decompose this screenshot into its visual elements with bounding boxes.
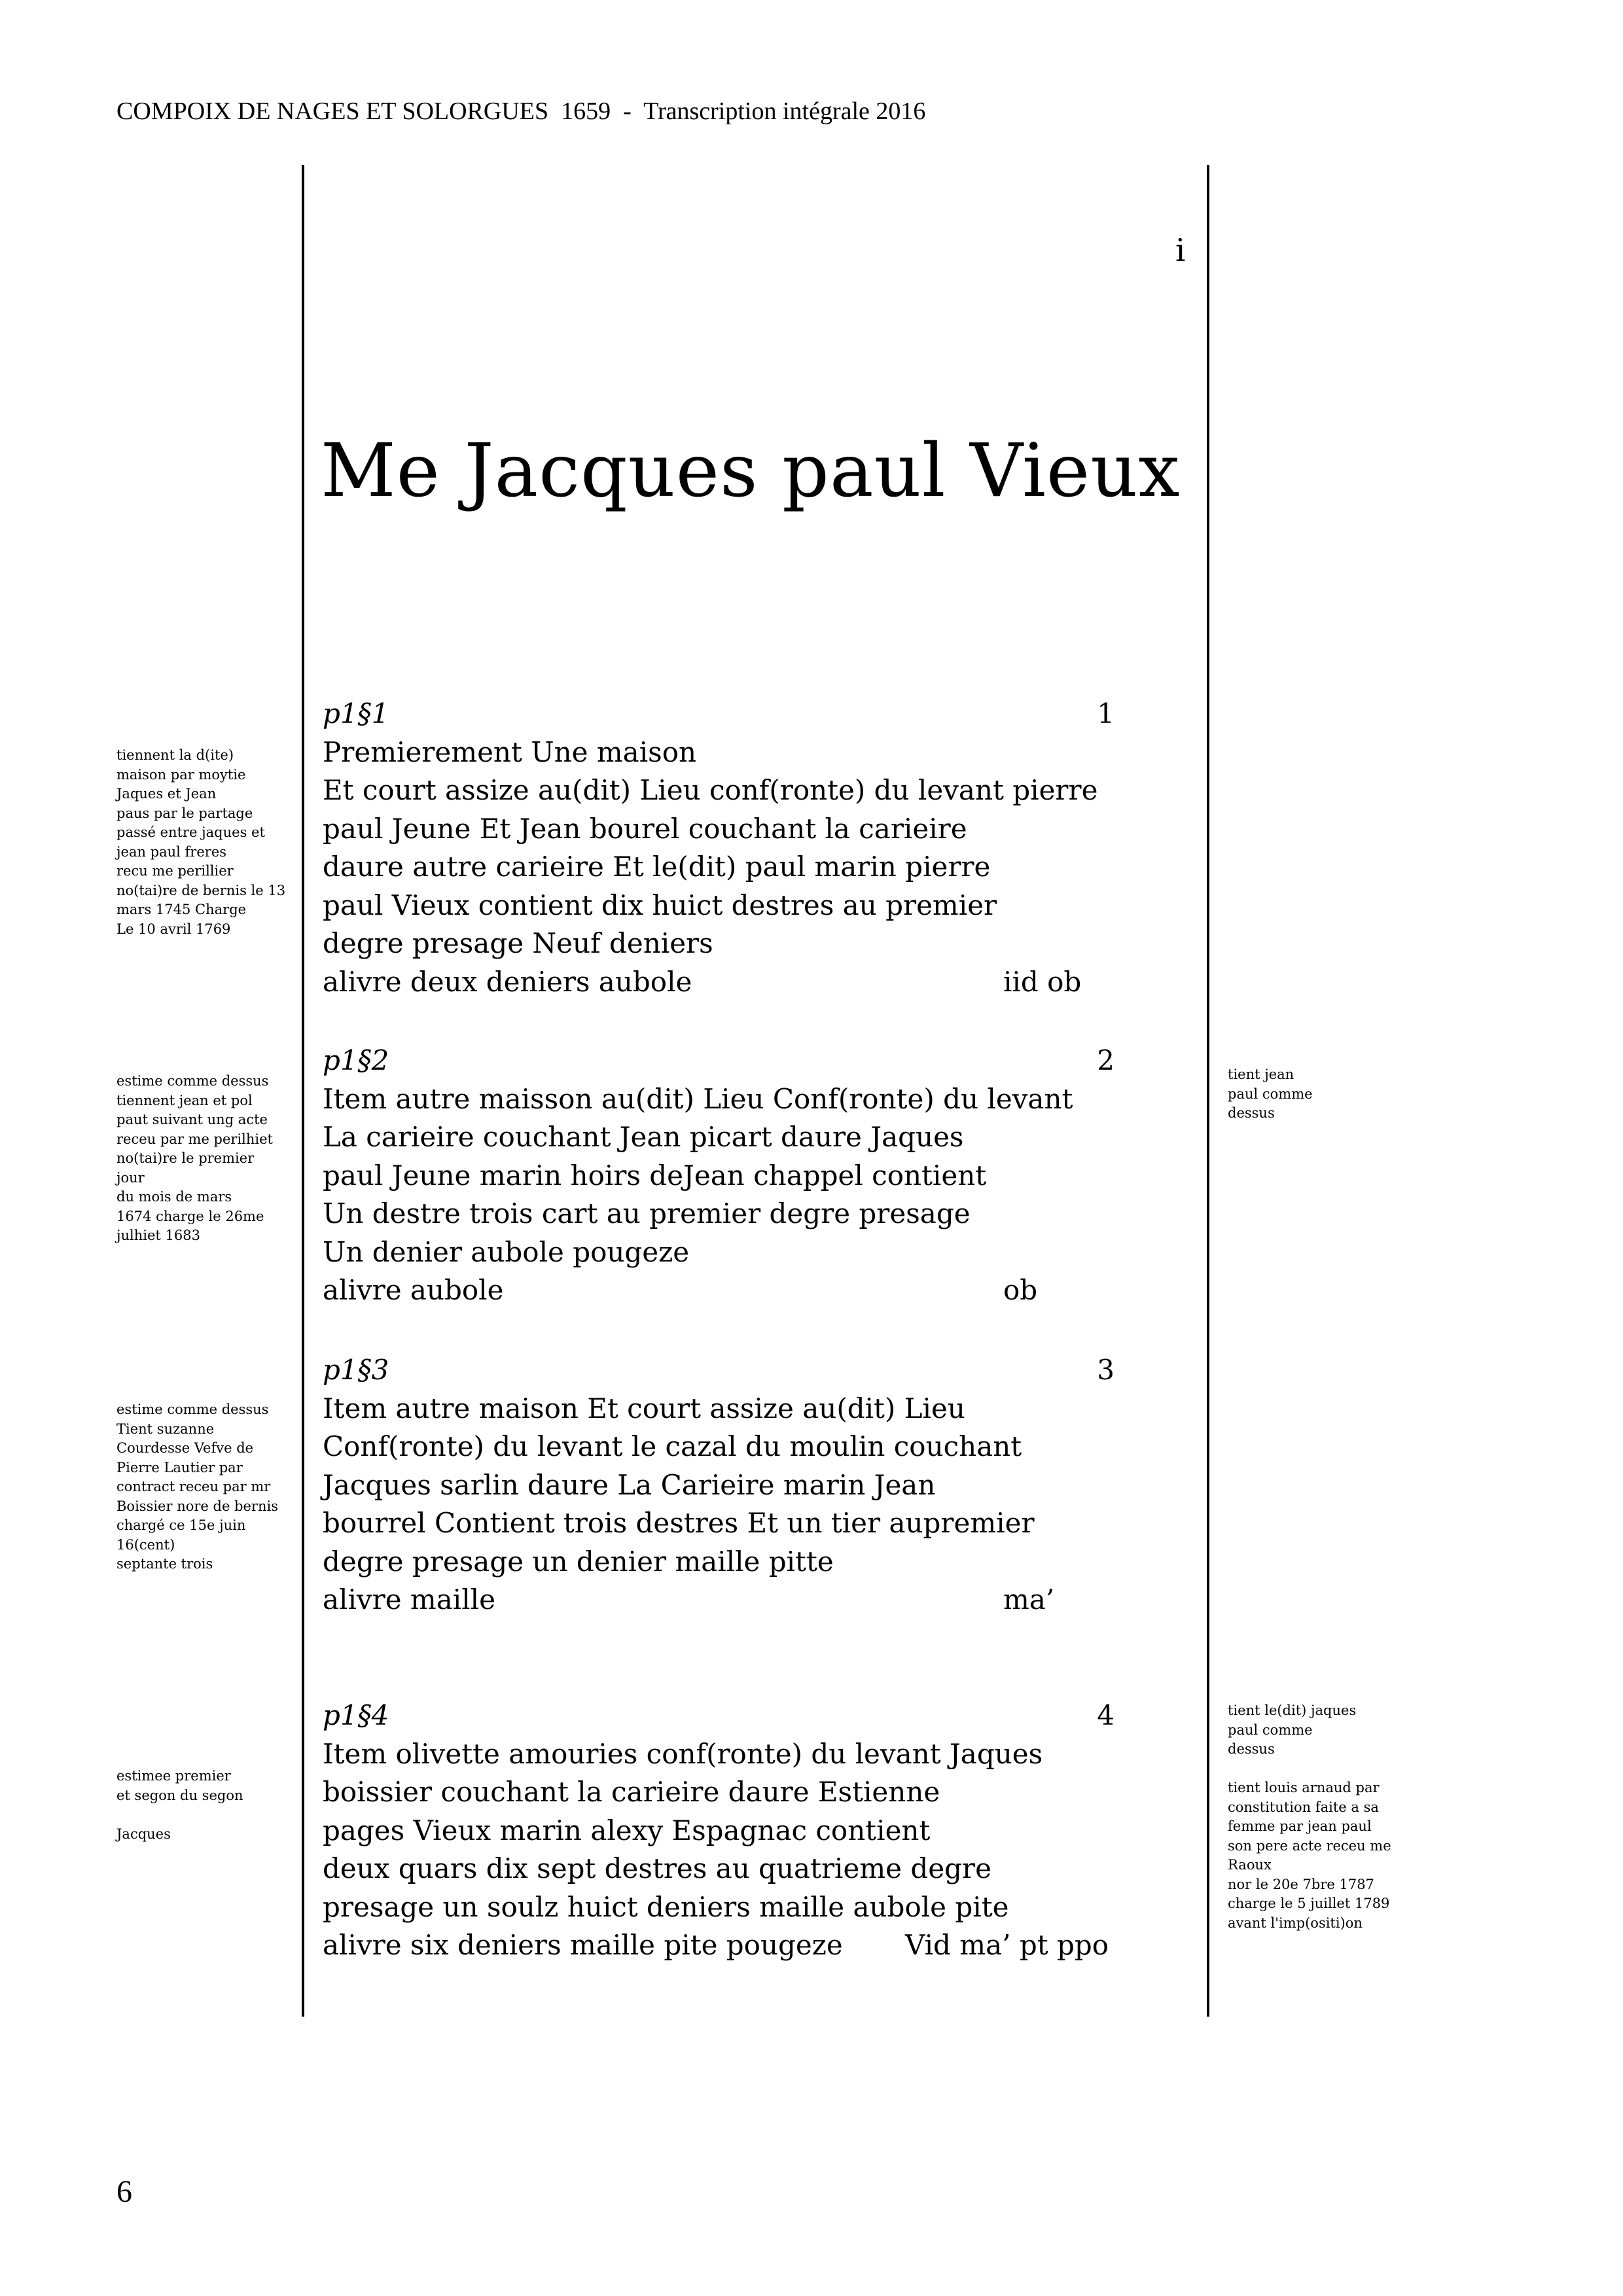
note-line: tient le(dit) jaques xyxy=(1228,1703,1357,1718)
right-margin-rule xyxy=(1207,165,1209,2017)
entry-number: 2 xyxy=(1097,1044,1115,1076)
note-line: du mois de mars xyxy=(116,1189,232,1205)
note-line: tiennent jean et pol xyxy=(116,1092,253,1108)
entry-allivrement xyxy=(323,963,1134,1002)
entry-3 xyxy=(323,1351,1134,1619)
note-line: no(tai)re le premier xyxy=(116,1150,255,1166)
note-line: estimee premier xyxy=(116,1768,231,1784)
note-line: passé entre jaques et xyxy=(116,824,265,840)
allivrement-text: alivre maille xyxy=(323,1583,495,1616)
allivrement-text: alivre deux deniers aubole xyxy=(323,965,692,998)
note-line: paul comme xyxy=(1228,1086,1313,1102)
entry-line: Un denier aubole pougeze xyxy=(323,1235,690,1268)
entry-line: Et court assize au(dit) Lieu conf(ronte) du levant pierre xyxy=(323,774,1098,806)
entry-allivrement xyxy=(323,1926,1134,1965)
note-line: tient louis arnaud par xyxy=(1228,1780,1380,1795)
entry-line: La carieire couchant Jean picart daure Jaques xyxy=(323,1121,964,1153)
allivrement-amount: Vid ma’ pt ppo xyxy=(905,1929,1109,1961)
entry-number: 3 xyxy=(1097,1354,1115,1386)
note-line: Jaques et Jean xyxy=(116,786,217,802)
entry-2-head xyxy=(323,1042,1134,1080)
left-margin-note-4 xyxy=(116,1767,243,1844)
entry-line: paul Jeune marin hoirs deJean chappel contient xyxy=(323,1159,987,1192)
right-margin-note-1 xyxy=(1228,1065,1313,1123)
note-line: paus par le partage xyxy=(116,805,253,821)
entry-line: Item autre maisson au(dit) Lieu Conf(ronte) du levant xyxy=(323,1082,1073,1115)
note-line: et segon du segon xyxy=(116,1787,243,1803)
page-number: 6 xyxy=(116,2174,132,2209)
note-line: dessus xyxy=(1228,1741,1275,1757)
entry-1 xyxy=(323,695,1134,1001)
note-line: dessus xyxy=(1228,1105,1275,1121)
entry-line: Jacques sarlin daure La Carieire marin Jean xyxy=(323,1468,936,1501)
note-line: chargé ce 15e juin xyxy=(116,1517,246,1533)
entry-4 xyxy=(323,1697,1134,1965)
running-header: COMPOIX DE NAGES ET SOLORGUES 1659 - Transcription intégrale 2016 xyxy=(116,97,926,125)
entry-line: deux quars dix sept destres au quatrieme degre xyxy=(323,1852,991,1884)
note-line: jean paul freres xyxy=(116,843,227,860)
entry-line: paul Vieux contient dix huict destres au premier xyxy=(323,889,997,921)
note-line: charge le 5 juillet 1789 xyxy=(1228,1896,1390,1911)
note-line: mars 1745 Charge xyxy=(116,902,247,917)
owner-title: Me Jacques paul Vieux xyxy=(321,429,1181,514)
page-marker: i xyxy=(1175,232,1186,269)
note-line: Jacques xyxy=(116,1826,171,1842)
allivrement-amount: iid ob xyxy=(1003,965,1082,998)
entry-ref: p1§1 xyxy=(323,698,389,730)
note-line: avant l'imp(ositi)on xyxy=(1228,1915,1363,1931)
note-line: septante trois xyxy=(116,1556,213,1572)
right-margin-note-2 xyxy=(1228,1701,1391,1933)
entry-allivrement xyxy=(323,1271,1134,1310)
entry-line: bourrel Contient trois destres Et un tier aupremier xyxy=(323,1507,1035,1539)
note-line: contract receu par mr xyxy=(116,1479,271,1494)
note-line: son pere acte receu me xyxy=(1228,1837,1391,1854)
note-line: Le 10 avril 1769 xyxy=(116,921,231,937)
entry-line: degre presage Neuf deniers xyxy=(323,927,713,959)
note-line: Courdesse Vefve de xyxy=(116,1440,254,1456)
entry-line: paul Jeune Et Jean bourel couchant la carieire xyxy=(323,812,967,845)
note-line: recu me perillier xyxy=(116,863,234,879)
note-line: no(tai)re de bernis le 13 xyxy=(116,882,286,898)
entry-1-head xyxy=(323,695,1134,733)
note-line: Tient suzanne xyxy=(116,1421,215,1437)
note-line: estime comme dessus xyxy=(116,1073,269,1089)
entry-3-head xyxy=(323,1351,1134,1390)
note-line: estime comme dessus xyxy=(116,1402,269,1417)
entry-ref: p1§2 xyxy=(323,1044,389,1076)
entry-ref: p1§4 xyxy=(323,1699,389,1731)
entry-line: degre presage un denier maille pitte xyxy=(323,1545,834,1578)
entry-line: Conf(ronte) du levant le cazal du moulin couchant xyxy=(323,1430,1022,1462)
note-line: Boissier nore de bernis xyxy=(116,1498,278,1514)
entry-line: pages Vieux marin alexy Espagnac contient xyxy=(323,1814,931,1846)
note-line: nor le 20e 7bre 1787 xyxy=(1228,1876,1374,1892)
note-line: paut suivant ung acte xyxy=(116,1112,268,1127)
entry-line: Premierement Une maison xyxy=(323,735,697,768)
entry-line: presage un soulz huict deniers maille aubole pite xyxy=(323,1890,1009,1923)
note-line: Pierre Lautier par xyxy=(116,1459,243,1475)
note-line: 1674 charge le 26me xyxy=(116,1208,264,1224)
entry-allivrement xyxy=(323,1581,1134,1619)
left-margin-note-1 xyxy=(116,746,285,939)
note-line xyxy=(116,1805,243,1825)
entry-4-head xyxy=(323,1697,1134,1735)
allivrement-amount: ma’ xyxy=(1003,1583,1055,1616)
entry-number: 4 xyxy=(1097,1699,1115,1731)
allivrement-text: alivre six deniers maille pite pougeze xyxy=(323,1929,843,1961)
left-margin-note-3 xyxy=(116,1400,278,1574)
note-line: 16(cent) xyxy=(116,1536,175,1553)
note-line: constitution faite a sa xyxy=(1228,1799,1379,1815)
note-line xyxy=(1228,1759,1391,1779)
entry-line: Item olivette amouries conf(ronte) du levant Jaques xyxy=(323,1737,1043,1770)
allivrement-amount: ob xyxy=(1003,1274,1038,1306)
entry-line: Item autre maison Et court assize au(dit) Lieu xyxy=(323,1392,965,1424)
note-line: Raoux xyxy=(1228,1857,1272,1873)
entry-2 xyxy=(323,1042,1134,1310)
note-line: jour xyxy=(116,1169,145,1186)
note-line: tiennent la d(ite) xyxy=(116,747,234,763)
allivrement-text: alivre aubole xyxy=(323,1274,504,1306)
entry-line: Un destre trois cart au premier degre presage xyxy=(323,1197,971,1229)
entry-number: 1 xyxy=(1097,698,1115,730)
entry-ref: p1§3 xyxy=(323,1354,389,1386)
note-line: femme par jean paul xyxy=(1228,1818,1372,1834)
entry-line: boissier couchant la carieire daure Estienne xyxy=(323,1776,940,1808)
note-line: julhiet 1683 xyxy=(116,1227,200,1243)
note-line: maison par moytie xyxy=(116,766,246,783)
entry-line: daure autre carieire Et le(dit) paul marin pierre xyxy=(323,851,991,883)
left-margin-note-2 xyxy=(116,1072,273,1246)
left-margin-rule xyxy=(302,165,304,2017)
note-line: receu par me perilhiet xyxy=(116,1131,273,1147)
note-line: paul comme xyxy=(1228,1722,1313,1738)
note-line: tient jean xyxy=(1228,1067,1294,1082)
